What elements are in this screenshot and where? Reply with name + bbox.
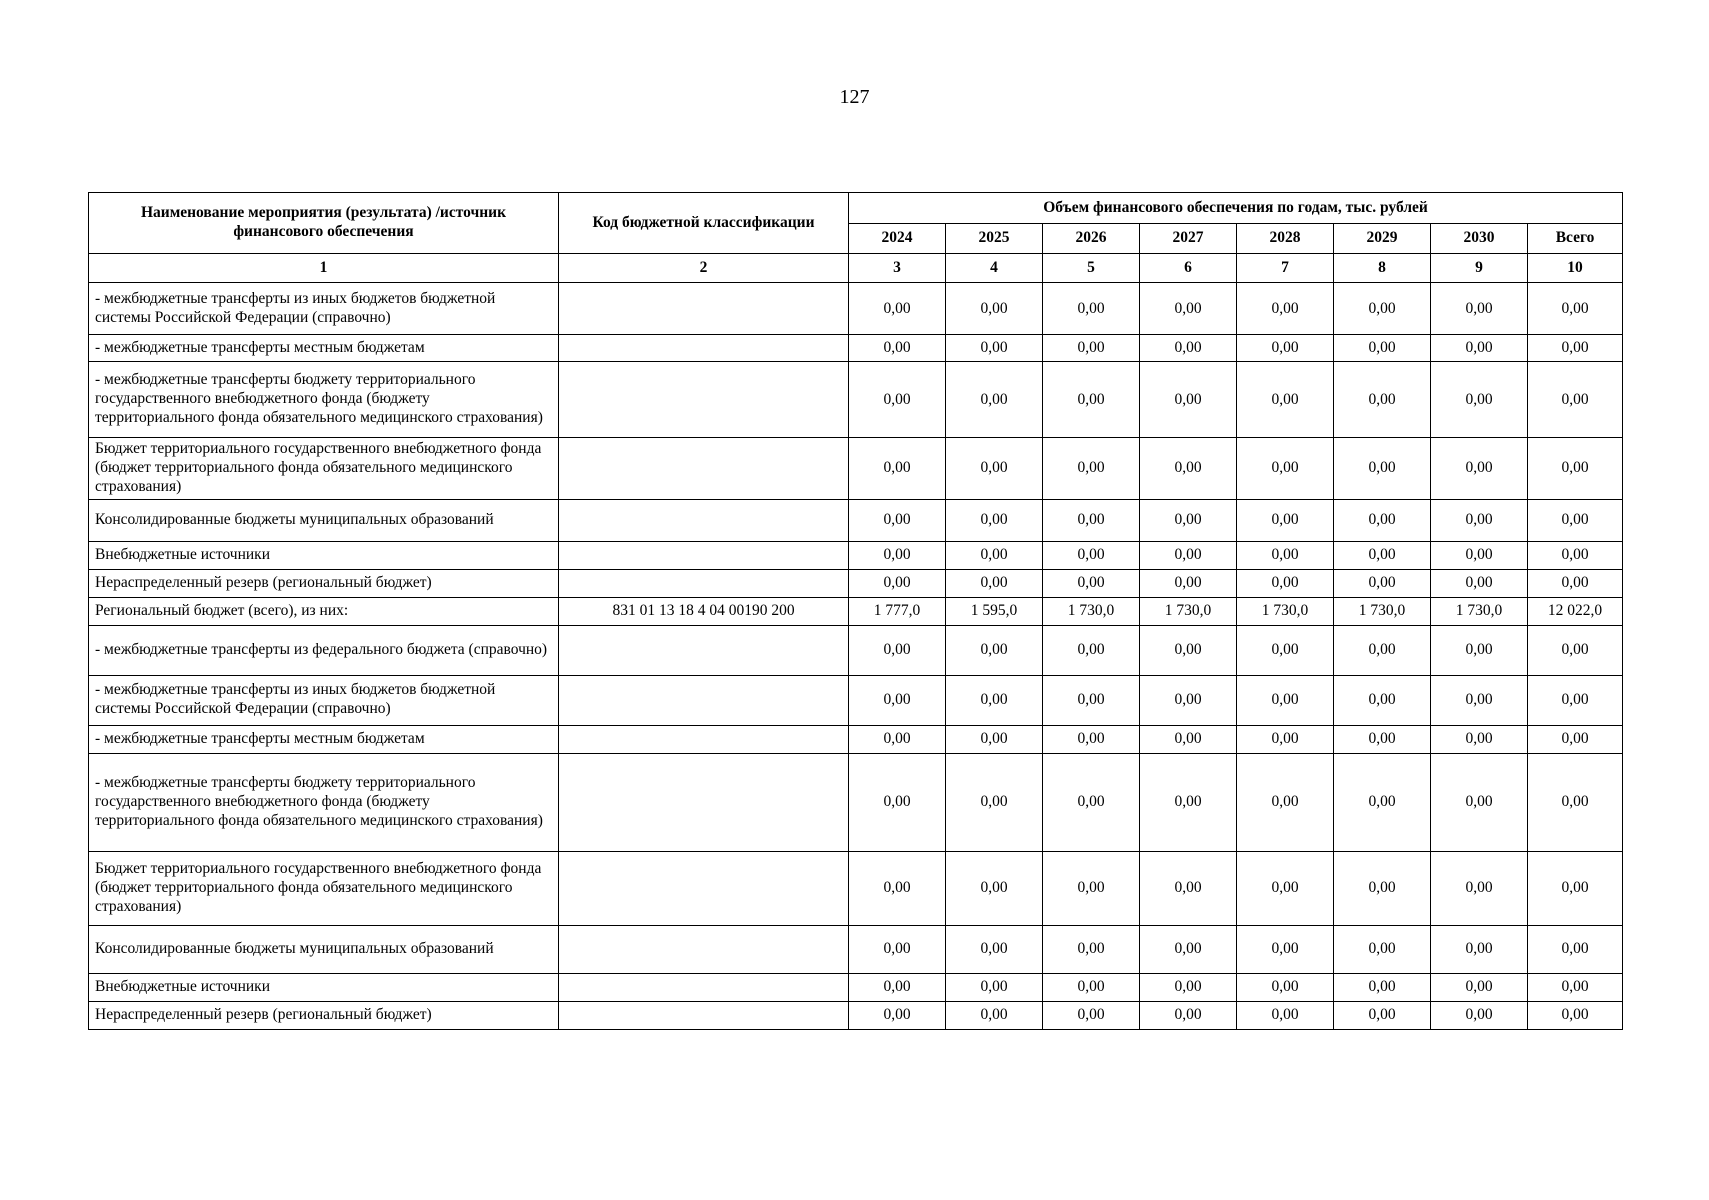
row-total-value: 0,00 [1528, 1001, 1623, 1029]
row-year-value: 0,00 [1334, 675, 1431, 725]
row-name: - межбюджетные трансферты из иных бюджетов бюджетной системы Российской Федерации (справочно) [89, 283, 559, 335]
row-year-value: 0,00 [1431, 753, 1528, 851]
row-total-value: 0,00 [1528, 438, 1623, 500]
row-year-value: 0,00 [946, 541, 1043, 569]
column-number: 10 [1528, 254, 1623, 283]
row-year-value: 1 730,0 [1334, 597, 1431, 625]
header-code: Код бюджетной классификации [559, 193, 849, 254]
table-row [89, 925, 1623, 973]
row-year-value: 0,00 [1043, 925, 1140, 973]
column-number: 9 [1431, 254, 1528, 283]
row-year-value: 0,00 [1140, 851, 1237, 925]
row-code [559, 725, 849, 753]
row-year-value: 0,00 [1431, 362, 1528, 438]
row-year-value: 1 595,0 [946, 597, 1043, 625]
row-year-value: 0,00 [1431, 973, 1528, 1001]
row-name: Бюджет территориального государственного внебюджетного фонда (бюджет территориального фонда обязательного медицинского страхования) [89, 851, 559, 925]
column-number: 1 [89, 254, 559, 283]
row-year-value: 0,00 [1431, 675, 1528, 725]
row-code [559, 625, 849, 675]
page-number: 127 [839, 86, 870, 108]
row-year-value: 0,00 [849, 725, 946, 753]
row-year-value: 0,00 [1140, 283, 1237, 335]
row-year-value: 0,00 [1237, 499, 1334, 541]
row-year-value: 0,00 [1043, 675, 1140, 725]
column-number: 7 [1237, 254, 1334, 283]
row-name: - межбюджетные трансферты из иных бюджетов бюджетной системы Российской Федерации (справочно) [89, 675, 559, 725]
row-year-value: 0,00 [946, 851, 1043, 925]
row-year-value: 0,00 [946, 499, 1043, 541]
row-year-value: 0,00 [946, 569, 1043, 597]
row-code [559, 362, 849, 438]
header-name: Наименование мероприятия (результата) /источник финансового обеспечения [89, 193, 559, 254]
row-name: - межбюджетные трансферты местным бюджетам [89, 725, 559, 753]
column-number-row [89, 254, 1623, 283]
row-code [559, 438, 849, 500]
row-year-value: 0,00 [946, 625, 1043, 675]
row-total-value: 0,00 [1528, 625, 1623, 675]
row-total-value: 0,00 [1528, 362, 1623, 438]
row-year-value: 0,00 [1140, 541, 1237, 569]
row-year-value: 0,00 [1140, 973, 1237, 1001]
row-year-value: 0,00 [1043, 851, 1140, 925]
row-name: Нераспределенный резерв (региональный бюджет) [89, 569, 559, 597]
row-year-value: 0,00 [1140, 675, 1237, 725]
row-code [559, 335, 849, 362]
header-volume: Объем финансового обеспечения по годам, тыс. рублей [849, 193, 1623, 224]
row-year-value: 1 730,0 [1431, 597, 1528, 625]
header-year: 2029 [1334, 224, 1431, 254]
row-year-value: 0,00 [946, 438, 1043, 500]
row-year-value: 0,00 [1140, 753, 1237, 851]
row-year-value: 0,00 [1431, 725, 1528, 753]
row-year-value: 0,00 [1431, 625, 1528, 675]
row-year-value: 0,00 [1237, 438, 1334, 500]
row-total-value: 0,00 [1528, 973, 1623, 1001]
row-year-value: 0,00 [1043, 499, 1140, 541]
row-year-value: 0,00 [946, 335, 1043, 362]
table-row [89, 362, 1623, 438]
row-code [559, 1001, 849, 1029]
row-year-value: 0,00 [1431, 541, 1528, 569]
row-year-value: 0,00 [849, 925, 946, 973]
row-year-value: 0,00 [1334, 725, 1431, 753]
row-year-value: 0,00 [1237, 725, 1334, 753]
row-year-value: 0,00 [1140, 499, 1237, 541]
row-year-value: 0,00 [946, 675, 1043, 725]
table-row [89, 569, 1623, 597]
row-year-value: 0,00 [946, 1001, 1043, 1029]
row-year-value: 0,00 [1237, 851, 1334, 925]
row-total-value: 0,00 [1528, 851, 1623, 925]
column-number: 8 [1334, 254, 1431, 283]
row-name: Консолидированные бюджеты муниципальных образований [89, 925, 559, 973]
row-code [559, 973, 849, 1001]
row-year-value: 0,00 [1334, 541, 1431, 569]
row-year-value: 0,00 [1334, 362, 1431, 438]
row-year-value: 0,00 [1043, 569, 1140, 597]
row-year-value: 0,00 [849, 541, 946, 569]
row-year-value: 0,00 [1140, 1001, 1237, 1029]
row-year-value: 1 777,0 [849, 597, 946, 625]
row-year-value: 0,00 [849, 675, 946, 725]
row-total-value: 0,00 [1528, 925, 1623, 973]
table-row [89, 438, 1623, 500]
row-year-value: 0,00 [1043, 362, 1140, 438]
row-name: - межбюджетные трансферты местным бюджетам [89, 335, 559, 362]
row-code [559, 753, 849, 851]
row-year-value: 0,00 [1140, 362, 1237, 438]
header-year: 2026 [1043, 224, 1140, 254]
row-year-value: 0,00 [1140, 625, 1237, 675]
column-number: 4 [946, 254, 1043, 283]
row-name: - межбюджетные трансферты бюджету территориального государственного внебюджетного фонда (бюджету территориального фонда обязательного медицинского страхования) [89, 753, 559, 851]
row-year-value: 0,00 [1334, 499, 1431, 541]
row-code [559, 499, 849, 541]
header-year: 2030 [1431, 224, 1528, 254]
row-total-value: 0,00 [1528, 499, 1623, 541]
row-name: - межбюджетные трансферты бюджету территориального государственного внебюджетного фонда (бюджету территориального фонда обязательного медицинского страхования) [89, 362, 559, 438]
row-year-value: 0,00 [1237, 973, 1334, 1001]
row-total-value: 0,00 [1528, 569, 1623, 597]
row-total-value: 0,00 [1528, 335, 1623, 362]
row-total-value: 0,00 [1528, 541, 1623, 569]
row-year-value: 0,00 [849, 625, 946, 675]
row-total-value: 0,00 [1528, 725, 1623, 753]
row-year-value: 0,00 [1431, 335, 1528, 362]
table-row [89, 675, 1623, 725]
row-year-value: 1 730,0 [1237, 597, 1334, 625]
row-year-value: 0,00 [849, 753, 946, 851]
table-row [89, 597, 1623, 625]
row-year-value: 0,00 [1043, 625, 1140, 675]
row-year-value: 0,00 [1334, 1001, 1431, 1029]
row-year-value: 0,00 [1140, 925, 1237, 973]
row-year-value: 0,00 [1237, 753, 1334, 851]
row-year-value: 0,00 [1334, 625, 1431, 675]
header-year: 2028 [1237, 224, 1334, 254]
row-year-value: 0,00 [946, 362, 1043, 438]
row-year-value: 0,00 [946, 283, 1043, 335]
row-year-value: 0,00 [1043, 725, 1140, 753]
row-year-value: 0,00 [1140, 725, 1237, 753]
row-year-value: 0,00 [1237, 569, 1334, 597]
row-year-value: 0,00 [1237, 625, 1334, 675]
header-year: 2024 [849, 224, 946, 254]
row-year-value: 0,00 [1043, 541, 1140, 569]
row-year-value: 0,00 [1237, 541, 1334, 569]
table-row [89, 851, 1623, 925]
row-name: Бюджет территориального государственного внебюджетного фонда (бюджет территориального фонда обязательного медицинского страхования) [89, 438, 559, 500]
column-number: 5 [1043, 254, 1140, 283]
row-year-value: 0,00 [1431, 569, 1528, 597]
table-row [89, 541, 1623, 569]
row-year-value: 0,00 [1334, 851, 1431, 925]
row-year-value: 0,00 [946, 753, 1043, 851]
row-code [559, 541, 849, 569]
row-year-value: 0,00 [1334, 335, 1431, 362]
row-year-value: 0,00 [1043, 753, 1140, 851]
column-number: 6 [1140, 254, 1237, 283]
column-number: 3 [849, 254, 946, 283]
table-row [89, 625, 1623, 675]
row-code [559, 851, 849, 925]
row-name: Внебюджетные источники [89, 973, 559, 1001]
row-year-value: 0,00 [849, 335, 946, 362]
table-row [89, 753, 1623, 851]
row-name: Внебюджетные источники [89, 541, 559, 569]
row-year-value: 0,00 [1043, 1001, 1140, 1029]
table-row [89, 499, 1623, 541]
header-total: Всего [1528, 224, 1623, 254]
row-total-value: 12 022,0 [1528, 597, 1623, 625]
row-year-value: 1 730,0 [1043, 597, 1140, 625]
row-code [559, 283, 849, 335]
row-year-value: 1 730,0 [1140, 597, 1237, 625]
row-total-value: 0,00 [1528, 283, 1623, 335]
row-year-value: 0,00 [1431, 499, 1528, 541]
row-name: Региональный бюджет (всего), из них: [89, 597, 559, 625]
row-year-value: 0,00 [1431, 283, 1528, 335]
row-year-value: 0,00 [1334, 925, 1431, 973]
row-year-value: 0,00 [849, 973, 946, 1001]
row-year-value: 0,00 [946, 725, 1043, 753]
row-year-value: 0,00 [1334, 283, 1431, 335]
header-year: 2027 [1140, 224, 1237, 254]
row-year-value: 0,00 [1431, 1001, 1528, 1029]
row-year-value: 0,00 [1237, 283, 1334, 335]
row-year-value: 0,00 [1431, 438, 1528, 500]
row-year-value: 0,00 [1334, 973, 1431, 1001]
table-row [89, 335, 1623, 362]
row-year-value: 0,00 [849, 569, 946, 597]
row-year-value: 0,00 [1043, 973, 1140, 1001]
row-year-value: 0,00 [1334, 438, 1431, 500]
financing-table [88, 192, 1623, 1030]
row-year-value: 0,00 [1237, 675, 1334, 725]
row-year-value: 0,00 [946, 973, 1043, 1001]
row-year-value: 0,00 [849, 283, 946, 335]
row-year-value: 0,00 [849, 438, 946, 500]
row-name: Консолидированные бюджеты муниципальных образований [89, 499, 559, 541]
row-code [559, 569, 849, 597]
row-year-value: 0,00 [1237, 925, 1334, 973]
row-year-value: 0,00 [946, 925, 1043, 973]
row-code [559, 675, 849, 725]
header-row-top [89, 193, 1623, 224]
row-year-value: 0,00 [1237, 362, 1334, 438]
row-year-value: 0,00 [849, 362, 946, 438]
row-name: - межбюджетные трансферты из федерального бюджета (справочно) [89, 625, 559, 675]
row-total-value: 0,00 [1528, 753, 1623, 851]
column-number: 2 [559, 254, 849, 283]
table-row [89, 1001, 1623, 1029]
row-year-value: 0,00 [1140, 335, 1237, 362]
row-year-value: 0,00 [849, 1001, 946, 1029]
row-year-value: 0,00 [849, 851, 946, 925]
row-code: 831 01 13 18 4 04 00190 200 [559, 597, 849, 625]
row-year-value: 0,00 [1237, 1001, 1334, 1029]
table-row [89, 725, 1623, 753]
row-year-value: 0,00 [849, 499, 946, 541]
row-code [559, 925, 849, 973]
row-total-value: 0,00 [1528, 675, 1623, 725]
row-year-value: 0,00 [1140, 438, 1237, 500]
row-year-value: 0,00 [1237, 335, 1334, 362]
row-year-value: 0,00 [1431, 851, 1528, 925]
header-year: 2025 [946, 224, 1043, 254]
row-name: Нераспределенный резерв (региональный бюджет) [89, 1001, 559, 1029]
table-row [89, 283, 1623, 335]
row-year-value: 0,00 [1431, 925, 1528, 973]
row-year-value: 0,00 [1334, 569, 1431, 597]
row-year-value: 0,00 [1043, 335, 1140, 362]
row-year-value: 0,00 [1043, 283, 1140, 335]
table-row [89, 973, 1623, 1001]
row-year-value: 0,00 [1140, 569, 1237, 597]
row-year-value: 0,00 [1334, 753, 1431, 851]
row-year-value: 0,00 [1043, 438, 1140, 500]
